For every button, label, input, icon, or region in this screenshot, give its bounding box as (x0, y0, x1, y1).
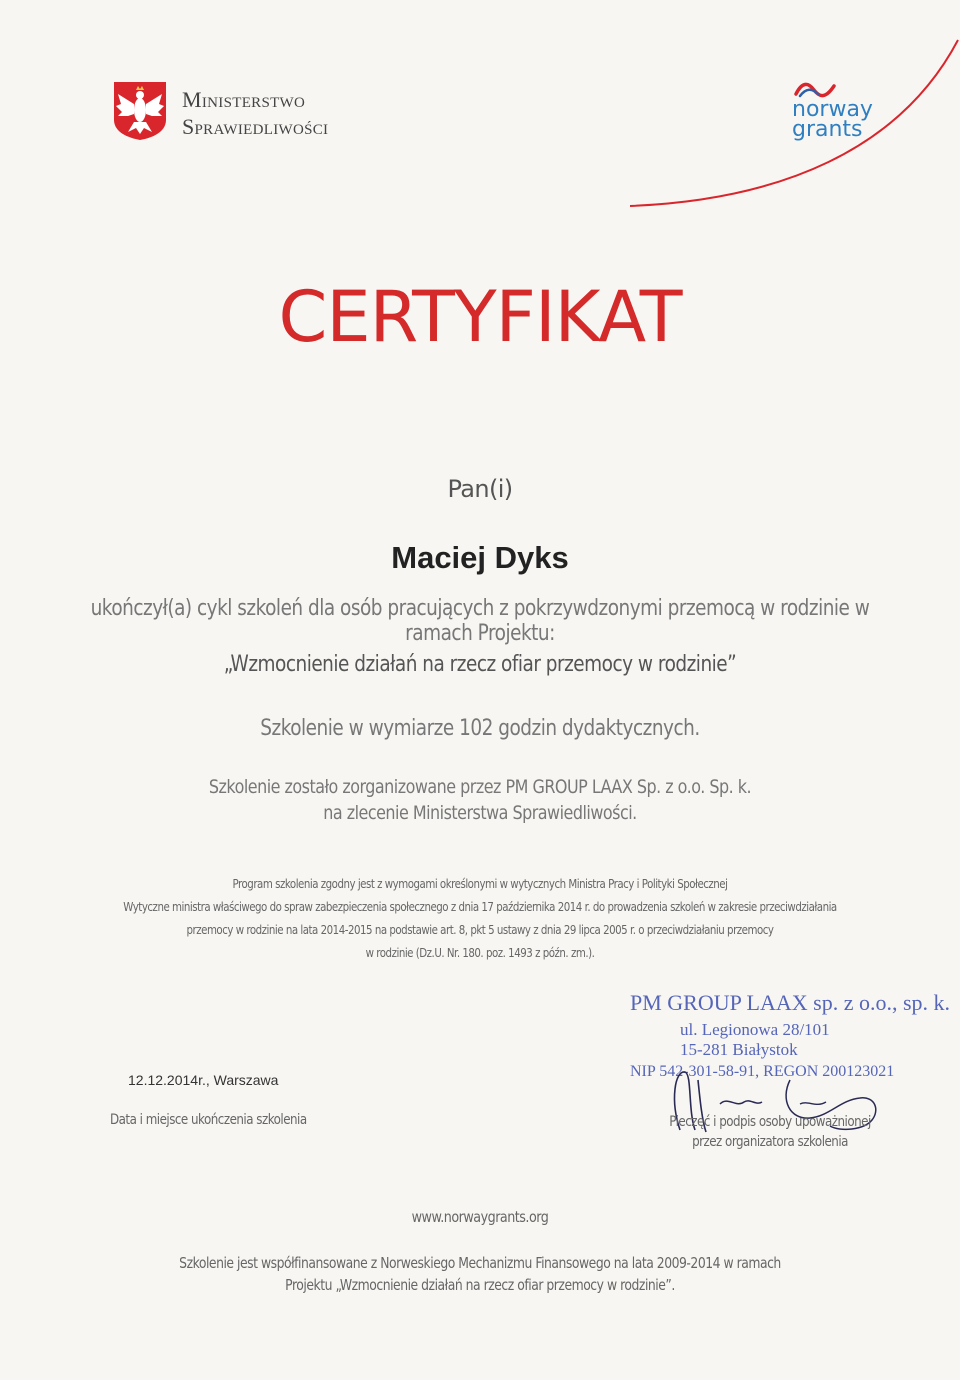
program-line: Program szkolenia zgodny jest z wymogami określonymi w wytycznych Ministra Pracy i Polityki Społecznej (232, 876, 728, 891)
certificate-title: CERTYFIKAT (278, 276, 682, 358)
completion-statement: ukończył(a) cykl szkoleń dla osób pracujących z pokrzywdzonymi przemocą w rodzinie w ramach Projektu: (90, 596, 870, 646)
polish-eagle-emblem-icon (112, 80, 168, 142)
signature-caption-line2: przez organizatora szkolenia (692, 1134, 848, 1150)
cofinancing-note-line2: Projektu „Wzmocnienie działań na rzecz ofiar przemocy w rodzinie”. (285, 1276, 675, 1294)
date-caption: Data i miejsce ukończenia szkolenia (110, 1112, 307, 1128)
norway-grants-wave-icon (794, 80, 838, 98)
stamp-ids: NIP 542-301-58-91, REGON 200123021 (630, 1063, 895, 1080)
training-hours: Szkolenie w wymiarze 102 godzin dydaktycznych. (260, 716, 700, 741)
organizer-line: Szkolenie zostało zorganizowane przez PM GROUP LAAX Sp. z o.o. Sp. k. (208, 776, 752, 798)
program-line: Wytyczne ministra właściwego do spraw zabezpieczenia społecznego z dnia 17 października 2014 r. do prowadzenia szkoleń w zakresie przeciwdziałania (123, 899, 837, 914)
stamp-street: ul. Legionowa 28/101 (680, 1020, 830, 1039)
grants-word: grants (792, 117, 863, 142)
ministry-line2: Sprawiedliwości (182, 114, 329, 139)
norway-word: norway (792, 97, 873, 122)
red-swoosh-decoration (560, 0, 960, 230)
website-link: www.norwaygrants.org (411, 1208, 549, 1226)
commissioner-line: na zlecenie Ministerstwa Sprawiedliwości. (323, 802, 637, 824)
recipient-name: Maciej Dyks (391, 540, 569, 575)
norway-grants-logo (784, 80, 884, 144)
salutation: Pan(i) (447, 475, 513, 503)
ministry-name (182, 86, 328, 140)
completion-date-place: 12.12.2014r., Warszawa (128, 1072, 279, 1088)
stamp-city: 15-281 Białystok (680, 1040, 798, 1059)
project-name: „Wzmocnienie działań na rzecz ofiar przemocy w rodzinie” (223, 652, 737, 677)
cofinancing-note: Szkolenie jest współfinansowane z Norweskiego Mechanizmu Finansowego na lata 2009-2014 w ramach (179, 1254, 781, 1272)
program-line: przemocy w rodzinie na lata 2014-2015 na podstawie art. 8, pkt 5 ustawy z dnia 29 lipca 2005 r. o przeciwdziałaniu przemocy (186, 922, 774, 937)
signature-caption: Pieczęć i podpis osoby upoważnionej (669, 1114, 871, 1130)
program-compliance-note (86, 872, 873, 964)
stamp-company: PM GROUP LAAX sp. z o.o., sp. k. (630, 990, 951, 1015)
ministry-line1: Ministerstwo (182, 87, 306, 112)
program-line: w rodzinie (Dz.U. Nr. 180. poz. 1493 z późn. zm.). (365, 945, 595, 960)
